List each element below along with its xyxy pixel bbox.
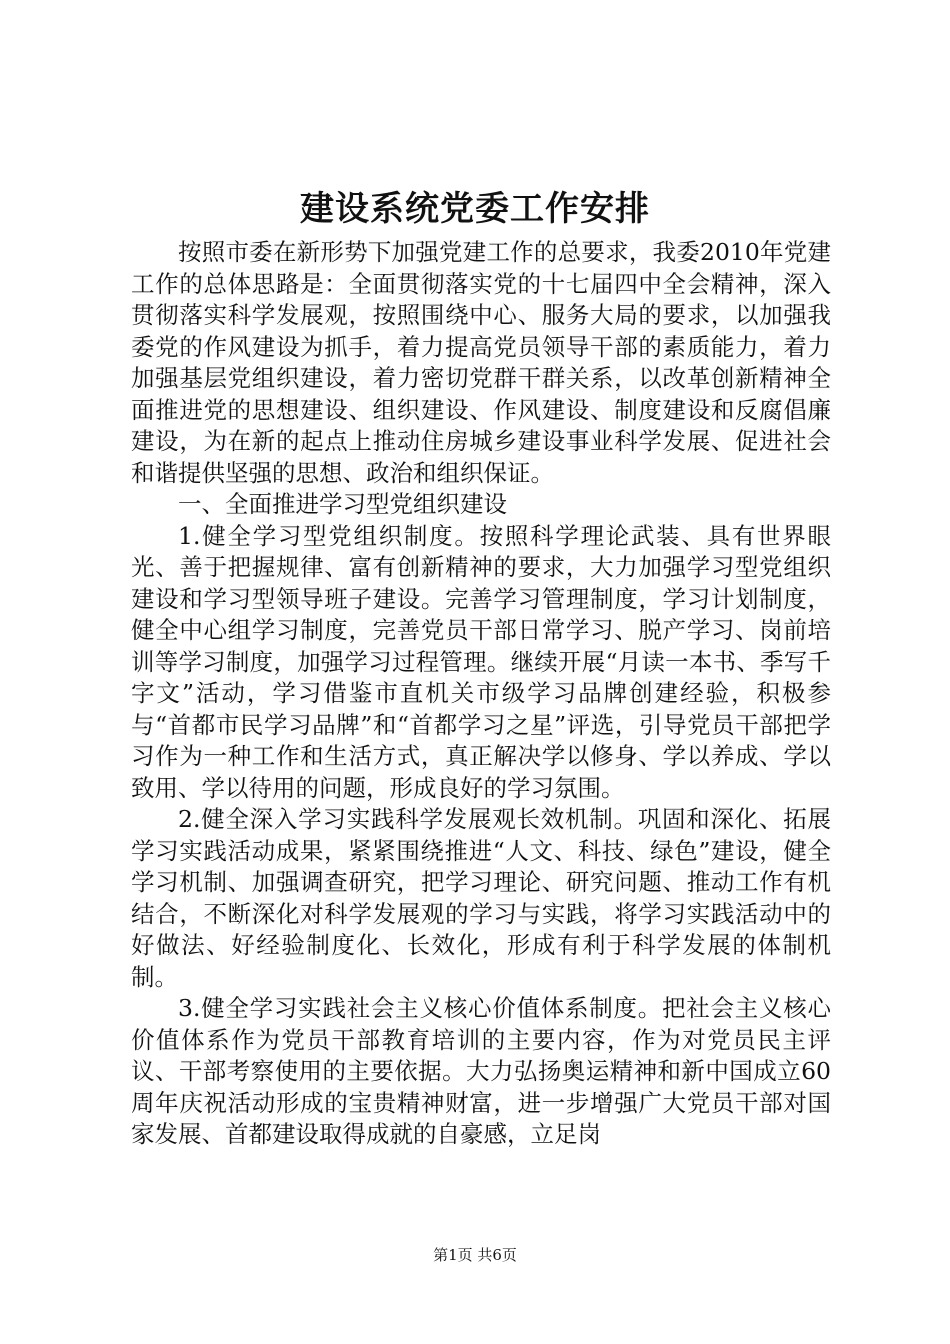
page-number-footer: 第1页 共6页: [433, 1246, 517, 1264]
item-paragraph-2: 2.健全深入学习实践科学发展观长效机制。巩固和深化、拓展学习实践活动成果，紧紧围绕推进“人文、科技、绿色”建设，健全学习机制、加强调查研究，把学习理论、研究问题、推动工作有机结合，不断深化对科学发展观的学习与实践，将学习实践活动中的好做法、好经验制度化、长效化，形成有利于科学发展的体制机制。: [131, 805, 831, 991]
section-heading: 一、全面推进学习型党组织建设: [178, 490, 507, 518]
intro-paragraph: 按照市委在新形势下加强党建工作的总要求，我委2010年党建工作的总体思路是：全面贯彻落实党的十七届四中全会精神，深入贯彻落实科学发展观，按照围绕中心、服务大局的要求，以加强我委党的作风建设为抓手，着力提高党员领导干部的素质能力，着力加强基层党组织建设，着力密切党群干群关系，以改革创新精神全面推进党的思想建设、组织建设、作风建设、制度建设和反腐倡廉建设，为在新的起点上推动住房城乡建设事业科学发展、促进社会和谐提供坚强的思想、政治和组织保证。: [131, 238, 831, 487]
item-paragraph-1: 1.健全学习型党组织制度。按照科学理论武装、具有世界眼光、善于把握规律、富有创新精神的要求，大力加强学习型党组织建设和学习型领导班子建设。完善学习管理制度，学习计划制度，健全中心组学习制度，完善党员干部日常学习、脱产学习、岗前培训等学习制度，加强学习过程管理。继续开展“月读一本书、季写千字文”活动，学习借鉴市直机关市级学习品牌创建经验，积极参与“首都市民学习品牌”和“首都学习之星”评选，引导党员干部把学习作为一种工作和生活方式，真正解决学以修身、学以养成、学以致用、学以待用的问题，形成良好的学习氛围。: [131, 521, 831, 802]
document-title: 建设系统党委工作安排: [300, 189, 650, 229]
document-body: [131, 237, 831, 1151]
item-paragraph-3: 3.健全学习实践社会主义核心价值体系制度。把社会主义核心价值体系作为党员干部教育培训的主要内容，作为对党员民主评议、干部考察使用的主要依据。大力弘扬奥运精神和新中国成立60周年庆祝活动形成的宝贵精神财富，进一步增强广大党员干部对国家发展、首都建设取得成就的自豪感，立足岗: [131, 994, 831, 1148]
